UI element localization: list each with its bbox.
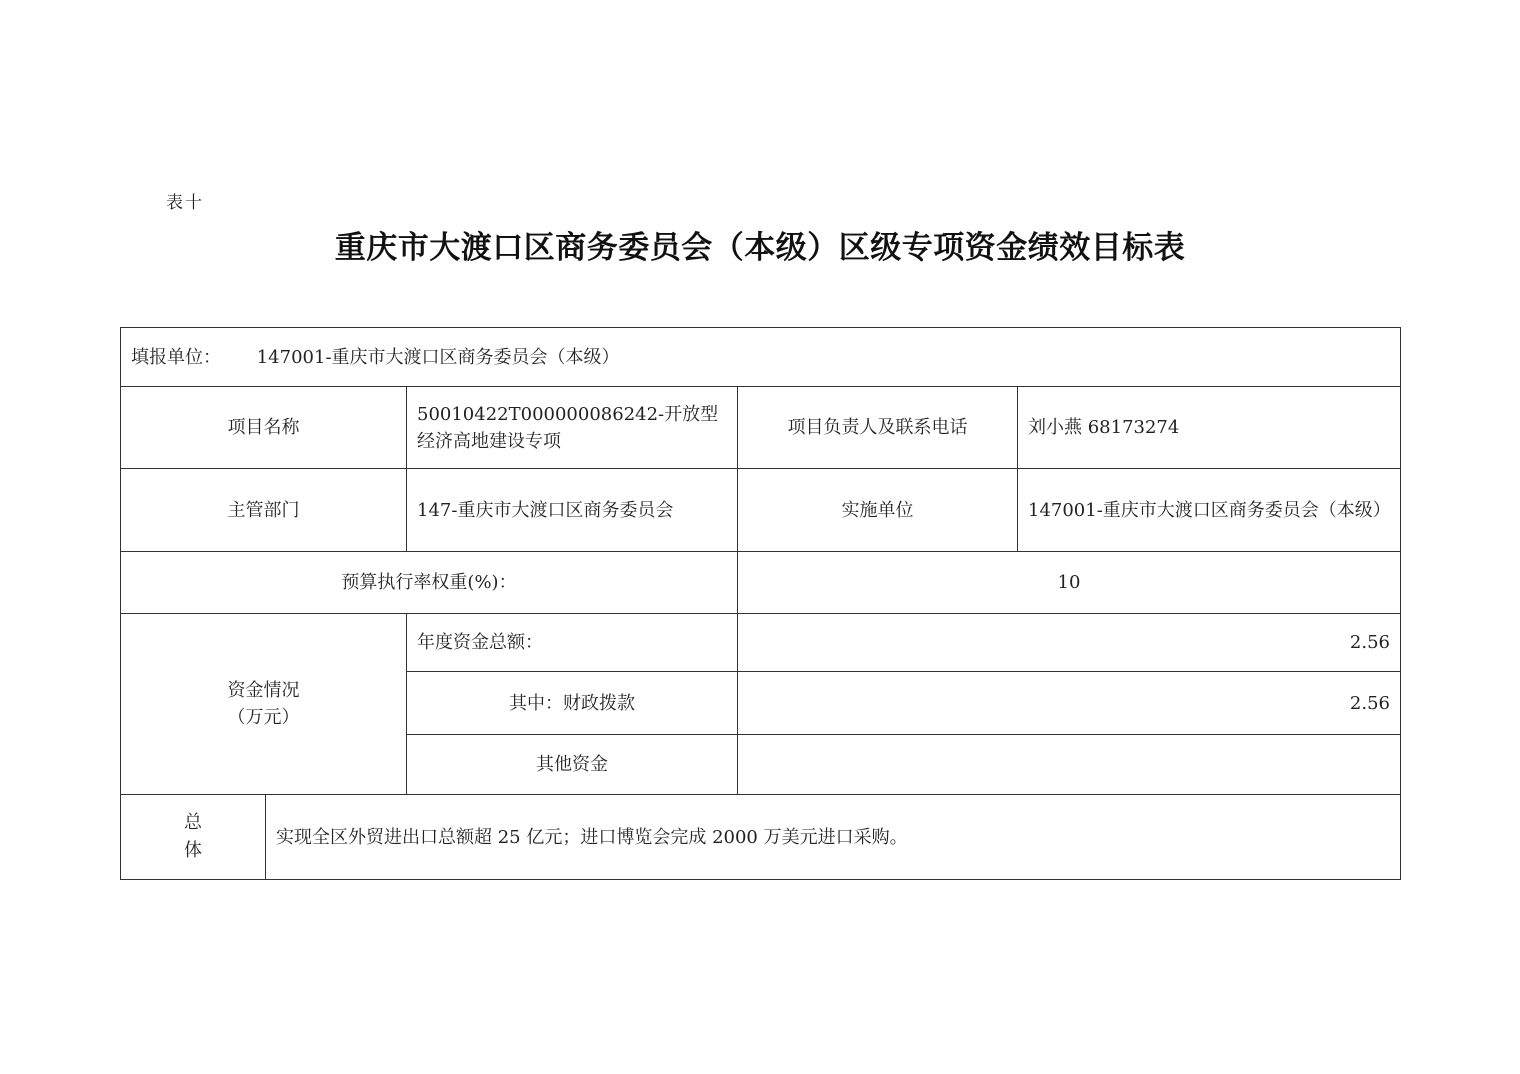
- reporting-unit-value: 147001-重庆市大渡口区商务委员会（本级）: [256, 346, 620, 368]
- document-title: 重庆市大渡口区商务委员会（本级）区级专项资金绩效目标表: [334, 230, 1186, 266]
- department-row: [121, 469, 1401, 552]
- funds-label: [121, 614, 407, 795]
- impl-unit-label: 实施单位: [738, 469, 1018, 552]
- impl-unit-value: 147001-重庆市大渡口区商务委员会（本级）: [1018, 469, 1401, 552]
- project-name-row: [121, 387, 1401, 469]
- reporting-unit-row: [121, 328, 1401, 387]
- budget-rate-row: [121, 552, 1401, 614]
- overall-label-cell: [121, 795, 266, 880]
- fiscal-label: 其中：财政拨款: [407, 672, 738, 735]
- reporting-unit-label: 填报单位：: [131, 346, 221, 368]
- fiscal-value: 2.56: [738, 672, 1401, 735]
- dept-label: 主管部门: [121, 469, 407, 552]
- dept-value: 147-重庆市大渡口区商务委员会: [407, 469, 738, 552]
- project-leader-label: 项目负责人及联系电话: [738, 387, 1018, 469]
- annual-total-value: 2.56: [738, 614, 1401, 672]
- funds-label-line1: 资金情况: [227, 680, 300, 701]
- annual-total-label: 年度资金总额：: [407, 614, 738, 672]
- overall-goal-value: 实现全区外贸进出口总额超 25 亿元；进口博览会完成 2000 万美元进口采购。: [266, 795, 1401, 880]
- performance-target-table: [120, 327, 1401, 880]
- budget-rate-value: 10: [738, 552, 1401, 614]
- funds-label-line2: （万元）: [227, 707, 300, 728]
- project-leader-value: 刘小燕 68173274: [1018, 387, 1401, 469]
- annual-total-row: [121, 614, 1401, 672]
- other-funds-value: [738, 735, 1401, 795]
- reporting-unit-cell: [121, 328, 1401, 387]
- other-funds-label: 其他资金: [407, 735, 738, 795]
- budget-rate-label: 预算执行率权重(%)：: [121, 552, 738, 614]
- table-number-label: 表十: [166, 193, 204, 213]
- overall-label: 总体: [184, 812, 202, 861]
- overall-goal-row: [121, 795, 1401, 880]
- project-name-value: 50010422T000000086242-开放型经济高地建设专项: [407, 387, 738, 469]
- project-name-label: 项目名称: [121, 387, 407, 469]
